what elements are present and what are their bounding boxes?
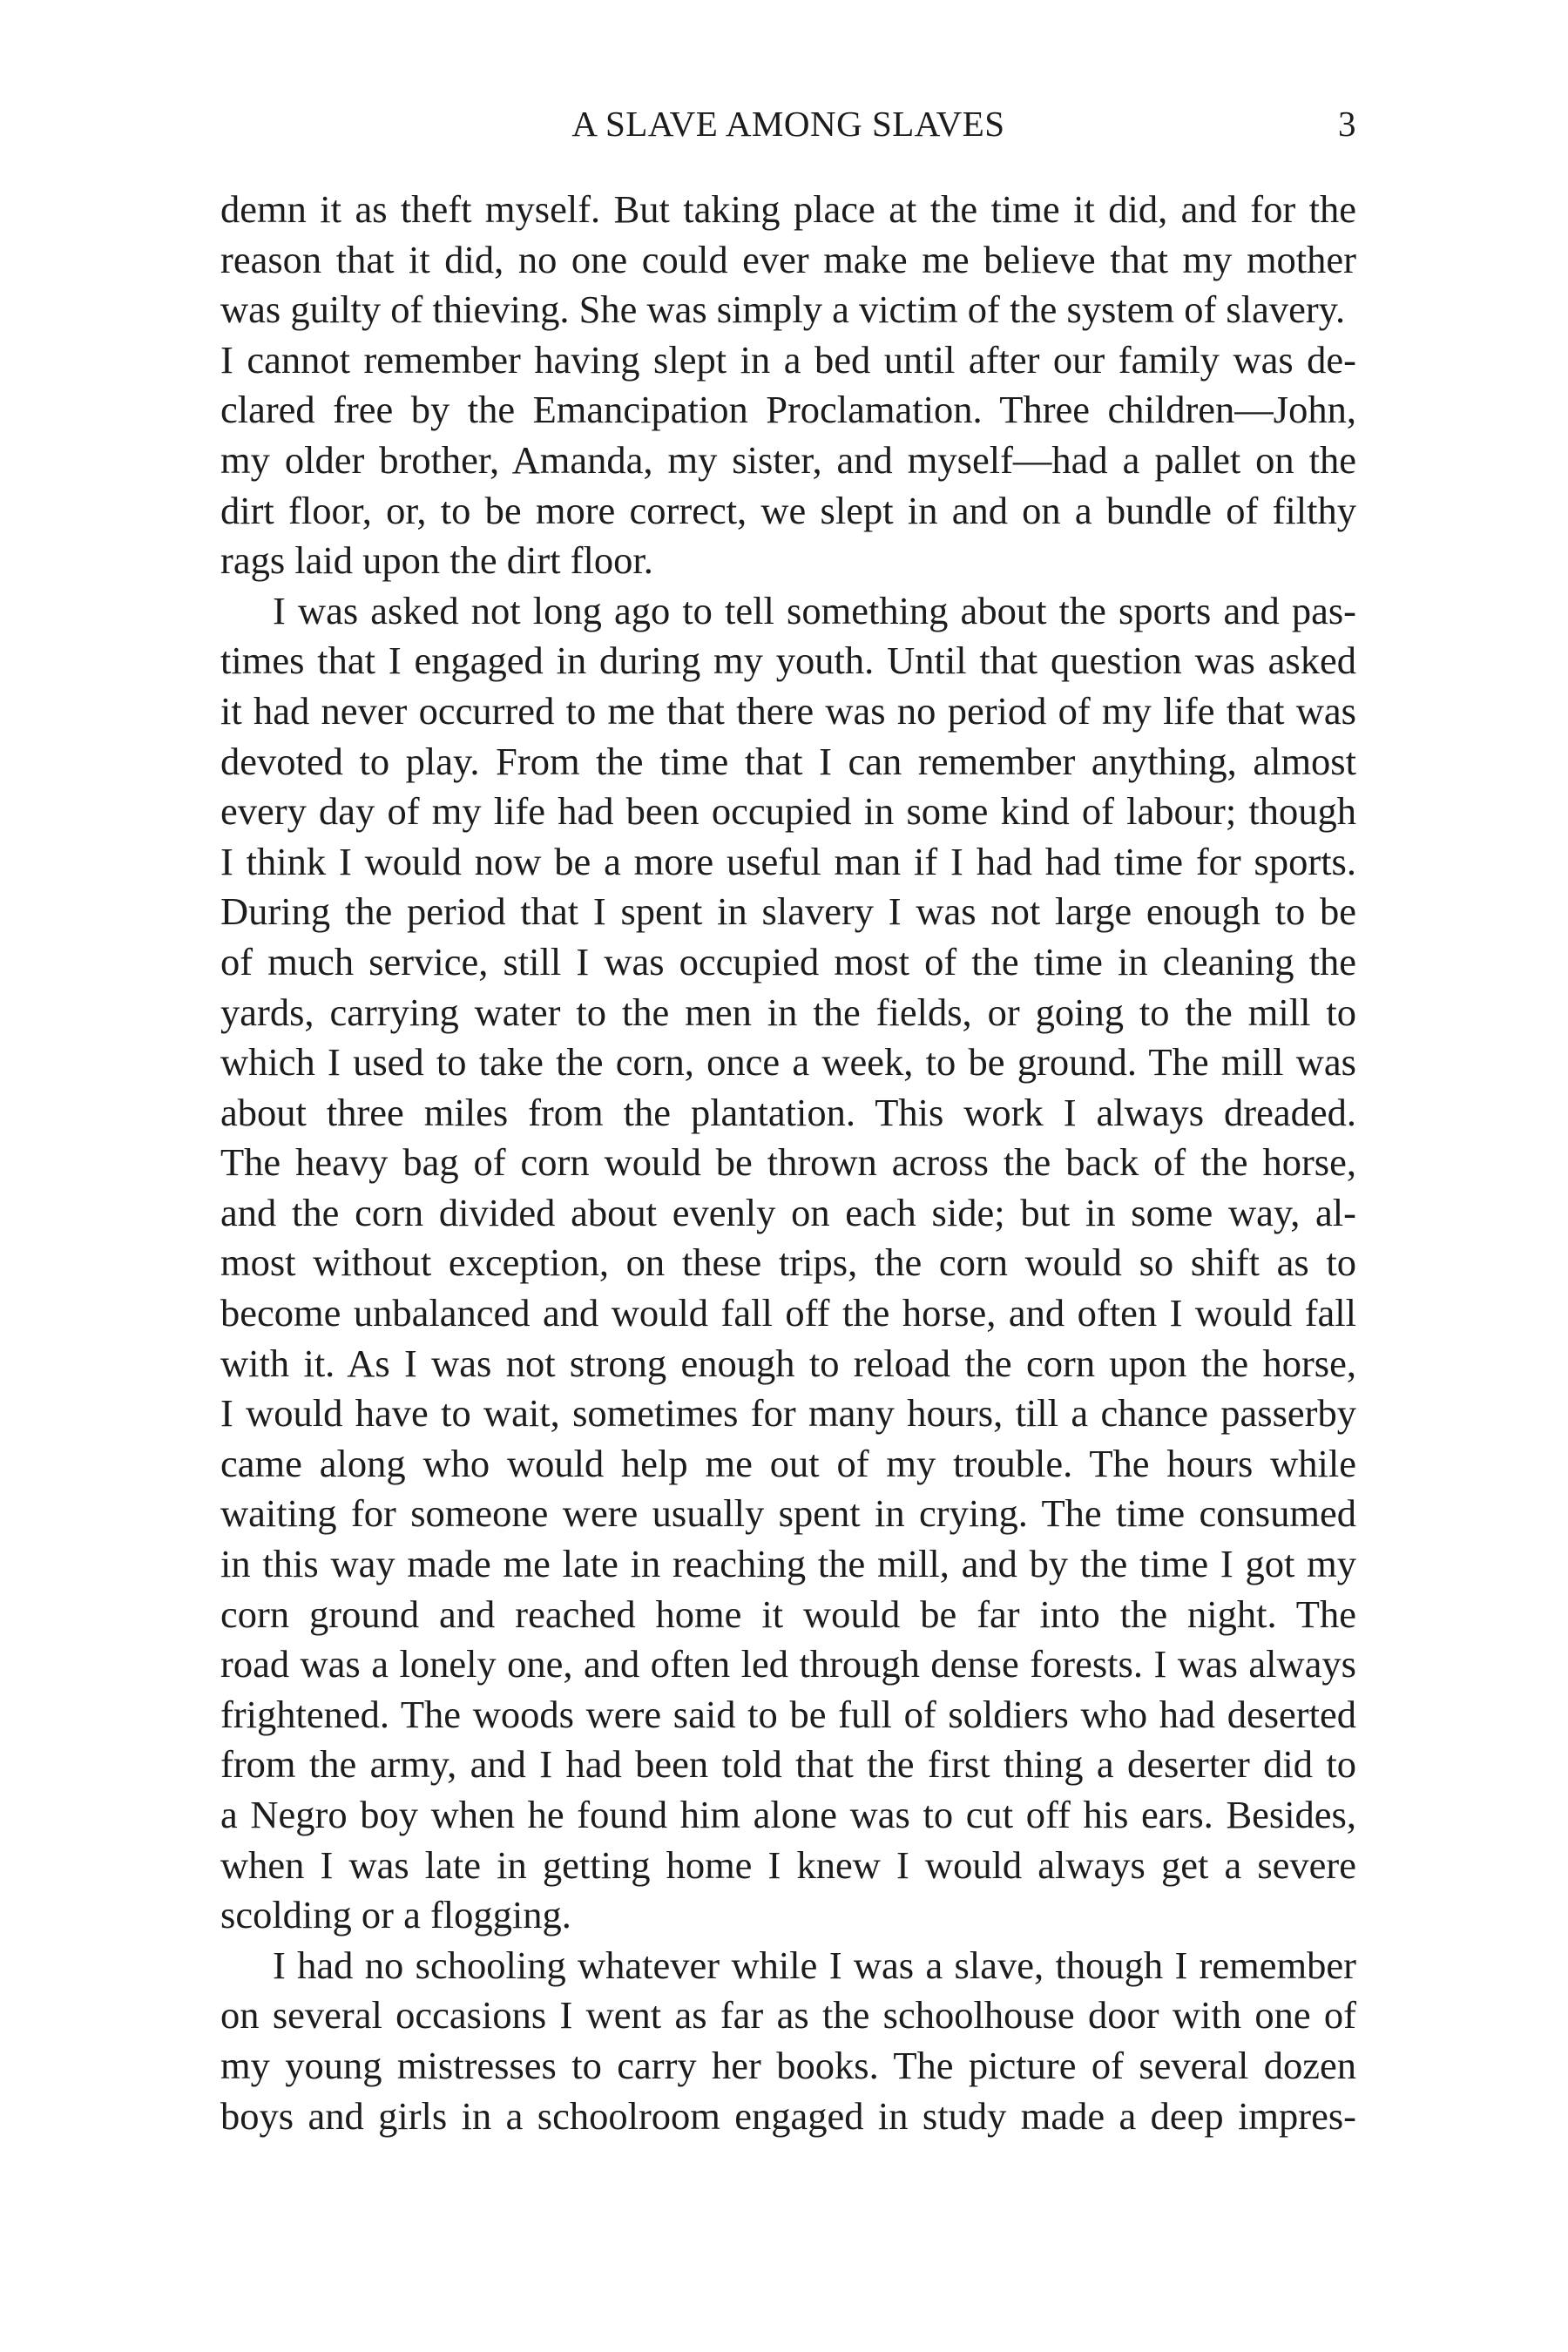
text-line: most without exception, on these trips, the corn would so shift as to [220, 1240, 1356, 1285]
running-head [220, 103, 1356, 155]
text-line: every day of my life had been occupied in some kind of labour; though [220, 789, 1356, 834]
text-line: which I used to take the corn, once a week, to be ground. The mill was [220, 1040, 1356, 1085]
text-line: it had never occurred to me that there was no period of my life that was [220, 688, 1356, 733]
text-line: with it. As I was not strong enough to reload the corn upon the horse, [220, 1341, 1356, 1385]
text-line: The heavy bag of corn would be thrown across the back of the horse, [220, 1140, 1356, 1185]
text-line: was guilty of thieving. She was simply a victim of the system of slavery. [220, 287, 1346, 332]
paragraph [220, 586, 1356, 1941]
text-line: when I was late in getting home I knew I would always get a severe [220, 1842, 1356, 1887]
text-line: frightened. The woods were said to be full of soldiers who had deserted [220, 1692, 1356, 1736]
text-line: demn it as theft myself. But taking place at the time it did, and for the [220, 187, 1356, 231]
text-line: During the period that I spent in slavery I was not large enough to be [220, 889, 1356, 934]
text-line: reason that it did, no one could ever make me believe that my mother [220, 237, 1356, 281]
page-number: 3 [1338, 104, 1356, 144]
text-line: rags laid upon the dirt floor. [220, 538, 653, 583]
text-line: on several occasions I went as far as the schoolhouse door with one of [220, 1993, 1356, 2038]
text-line: I cannot remember having slept in a bed until after our family was de- [220, 337, 1356, 382]
text-line: in this way made me late in reaching the mill, and by the time I got my [220, 1542, 1356, 1586]
text-line: my young mistresses to carry her books. The picture of several dozen [220, 2043, 1356, 2087]
text-line: waiting for someone were usually spent in crying. The time consumed [220, 1491, 1356, 1536]
text-line: yards, carrying water to the men in the fields, or going to the mill to [220, 990, 1356, 1034]
text-line: a Negro boy when he found him alone was to cut off his ears. Besides, [220, 1793, 1356, 1836]
text-line: my older brother, Amanda, my sister, and myself—had a pallet on the [220, 437, 1356, 482]
text-line: road was a lonely one, and often led through dense forests. I was always [220, 1642, 1356, 1686]
text-line: from the army, and I had been told that the first thing a deserter did to [220, 1742, 1356, 1787]
body-text [220, 185, 1356, 2141]
paragraph [220, 185, 1356, 335]
paragraph [220, 1941, 1356, 2141]
text-line: boys and girls in a schoolroom engaged in study made a deep impres- [220, 2093, 1356, 2138]
text-line: came along who would help me out of my trouble. The hours while [220, 1441, 1356, 1485]
text-line: about three miles from the plantation. This work I always dreaded. [220, 1090, 1356, 1134]
text-line: I was asked not long ago to tell something about the sports and pas- [273, 588, 1356, 632]
text-line: corn ground and reached home it would be far into the night. The [220, 1592, 1356, 1636]
text-line: devoted to play. From the time that I can remember anything, almost [220, 739, 1356, 783]
text-line: clared free by the Emancipation Proclamation. Three children—John, [220, 388, 1356, 432]
text-line: I would have to wait, sometimes for many hours, till a chance passerby [220, 1391, 1356, 1436]
text-line: dirt floor, or, to be more correct, we slept in and on a bundle of filthy [220, 488, 1356, 532]
paragraph [220, 335, 1356, 586]
text-line: scolding or a flogging. [220, 1893, 571, 1937]
text-line: of much service, still I was occupied most of the time in cleaning the [220, 939, 1356, 983]
text-line: and the corn divided about evenly on each side; but in some way, al- [220, 1190, 1356, 1234]
text-line: I had no schooling whatever while I was a slave, though I remember [273, 1943, 1356, 1987]
text-line: become unbalanced and would fall off the horse, and often I would fall [220, 1291, 1356, 1335]
text-line: times that I engaged in during my youth. Until that question was asked [220, 639, 1356, 683]
text-line: I think I would now be a more useful man if I had had time for sports. [220, 839, 1356, 883]
running-title: A SLAVE AMONG SLAVES [571, 104, 1005, 144]
